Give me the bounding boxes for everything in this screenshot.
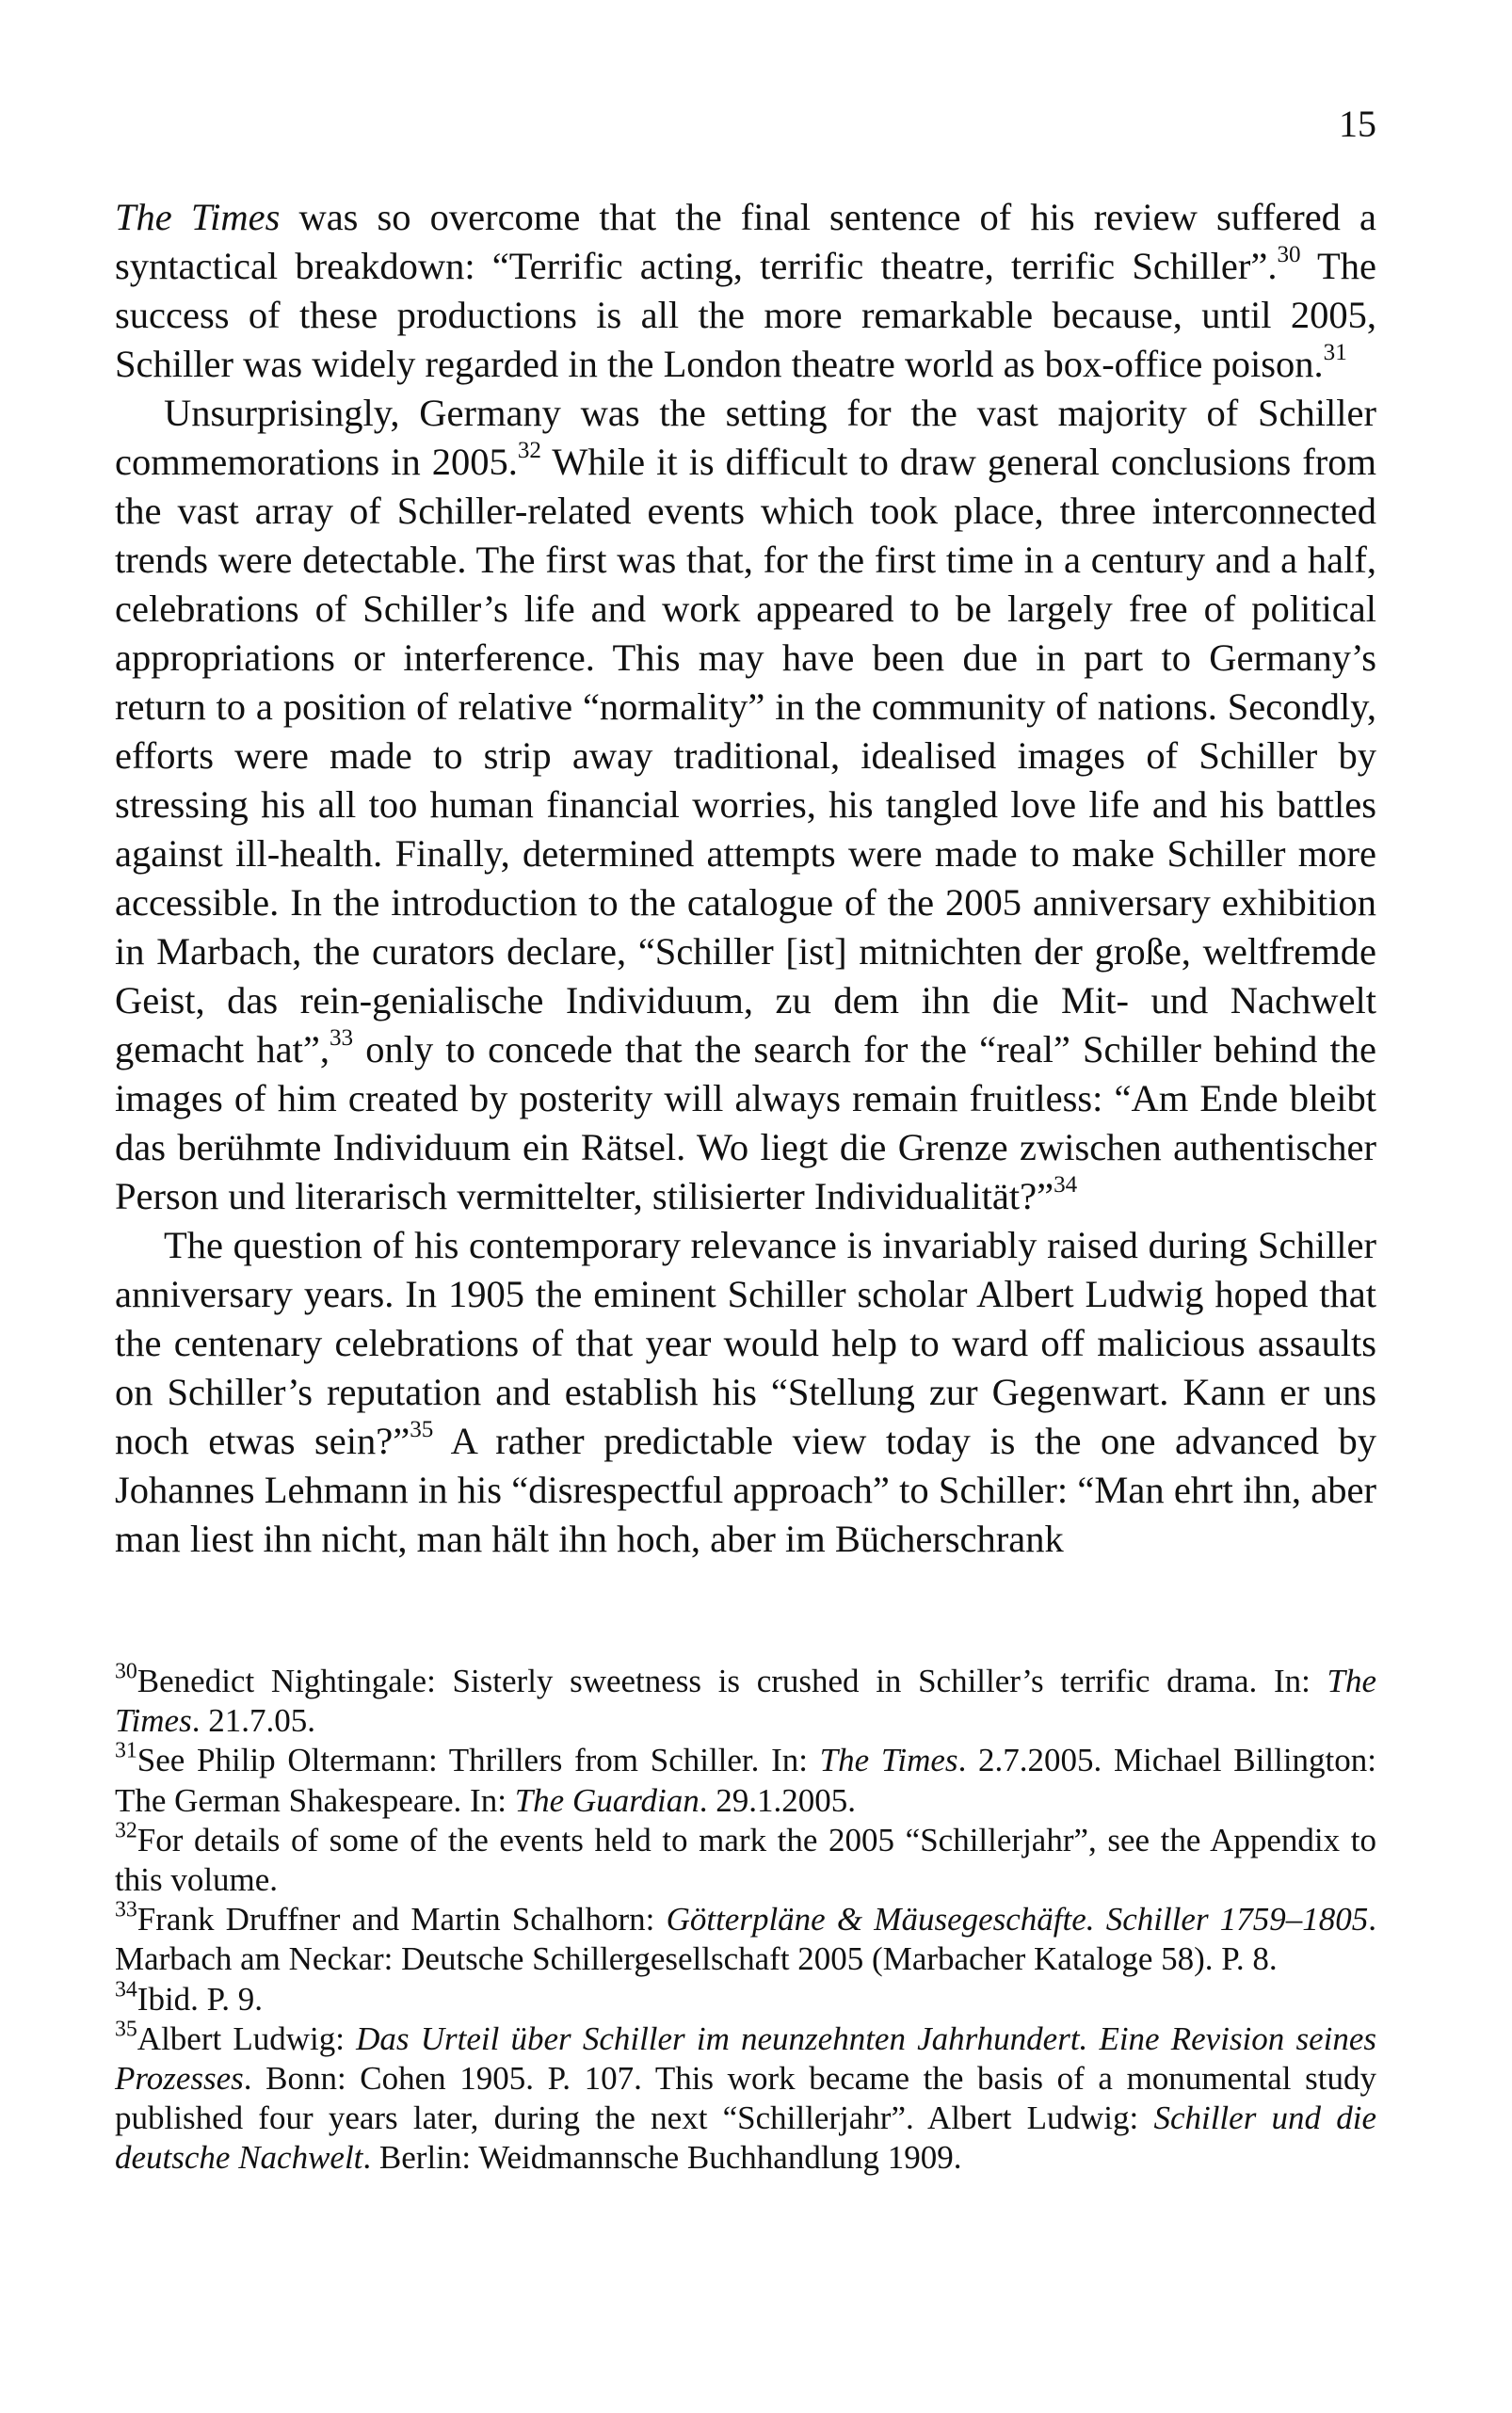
italic-text: The Times — [115, 1663, 1376, 1740]
text-run: Unsurprisingly, Germany was the setting for the vast majority of Schiller commemorations in 2005. — [115, 392, 1376, 483]
text-run: A rather predictable view today is the one advanced by Johannes Lehmann in his “disrespectful approach” to Schiller: “Man ehrt ihn, aber man liest ihn nicht, man hält ihn hoch, aber im Bücherschrank — [115, 1420, 1376, 1560]
text-run: For details of some of the events held to mark the 2005 “Schillerjahr”, see the Appendix to this volume. — [115, 1821, 1376, 1899]
body-text — [115, 193, 1376, 1564]
footnote-ref: 34 — [115, 1976, 137, 2002]
footnote — [115, 1818, 1376, 1900]
footnote-ref: 33 — [115, 1897, 137, 1922]
text-run: . Berlin: Weidmannsche Buchhandlung 1909. — [362, 2139, 962, 2177]
footnote-ref: 33 — [329, 1024, 354, 1051]
italic-text: The Guardian — [514, 1781, 700, 1819]
text-run: Benedict Nightingale: Sisterly sweetness is crushed in Schiller’s terrific drama. In: — [137, 1663, 1327, 1699]
italic-text: The Times — [115, 196, 281, 238]
footnote-ref: 35 — [410, 1416, 434, 1442]
footnote-ref: 30 — [1277, 241, 1301, 267]
paragraph — [115, 389, 1376, 1221]
text-run: Frank Druffner and Martin Schalhorn: — [137, 1901, 667, 1938]
footnote-ref: 34 — [1054, 1171, 1078, 1198]
text-run: was so overcome that the final sentence of his review suffered a syntactical breakdown: “Terrific acting, terrific theatre, terrific Schiller”. — [115, 196, 1376, 287]
text-run: The question of his contemporary relevance is invariably raised during Schiller anniversary years. In 1905 the eminent Schiller scholar Albert Ludwig hoped that the centenary celebrations of that year would help to ward off malicious assaults on Schiller’s reputation and establish his “Stellung zur Gegenwart. Kann er uns noch etwas sein?” — [115, 1224, 1376, 1462]
footnote — [115, 1738, 1376, 1820]
text-run: While it is difficult to draw general conclusions from the vast array of Schiller-related events which took place, three interconnected trends were detectable. The first was that, for the first time in a century and a half, celebrations of Schiller’s life and work appeared to be largely free of political appropriations or interference. This may have been due in part to Germany’s return to a position of relative “normality” in the community of nations. Secondly, efforts were made to strip away traditional, idealised images of Schiller by stressing his all too human financial worries, his tangled love life and his battles against ill-health. Finally, determined attempts were made to make Schiller more accessible. In the introduction to the catalogue of the 2005 anniversary exhibition in Marbach, the curators declare, “Schiller [ist] mitnichten der große, weltfremde Geist, das rein-genialische Individuum, zu dem ihn die Mit- und Nachwelt gemacht hat”, — [115, 441, 1376, 1070]
text-run: only to concede that the search for the “real” Schiller behind the images of him created by posterity will always remain fruitless: “Am Ende bleibt das berühmte Individuum ein Rätsel. Wo liegt die Grenze zwischen authentischer Person und literarisch vermittelter, stilisierter Individualität?” — [115, 1028, 1377, 1217]
footnote-ref: 32 — [517, 437, 541, 463]
paragraph — [115, 1221, 1376, 1564]
page-number: 15 — [1339, 103, 1376, 145]
text-run: . 2.7.2005. Michael Billington: The German Shakespeare. In: — [115, 1742, 1376, 1819]
footnote-ref: 35 — [115, 2017, 137, 2042]
footnote — [115, 1897, 1376, 1979]
text-run: . Marbach am Neckar: Deutsche Schillergesellschaft 2005 (Marbacher Kataloge 58). P. 8. — [115, 1901, 1376, 1978]
text-run: The success of these productions is all the more remarkable because, until 2005, Schiller was widely regarded in the London theatre world as box-office poison. — [115, 245, 1376, 385]
text-run: . 29.1.2005. — [699, 1781, 857, 1819]
footnote-ref: 30 — [115, 1659, 137, 1684]
italic-text: The Times — [819, 1742, 958, 1779]
text-run: See Philip Oltermann: Thrillers from Schiller. In: — [137, 1742, 820, 1779]
footnote — [115, 1659, 1376, 1741]
italic-text: Schiller und die deutsche Nachwelt — [115, 2099, 1376, 2177]
footnote-ref: 31 — [115, 1738, 137, 1763]
italic-text: Götterpläne & Mäusegeschäfte. Schiller 1759–1805 — [666, 1901, 1369, 1938]
italic-text: Das Urteil über Schiller im neunzehnten Jahrhundert. Eine Revision seines Prozesses — [115, 2019, 1376, 2098]
footnote-ref: 31 — [1323, 339, 1347, 365]
footnote-ref: 32 — [115, 1818, 137, 1843]
footnotes — [115, 1659, 1376, 2179]
footnote — [115, 2019, 1376, 2179]
footnote — [115, 1976, 1376, 2019]
text-run: Albert Ludwig: — [137, 2019, 357, 2057]
paragraph — [115, 193, 1376, 389]
text-run: Ibid. P. 9. — [137, 1980, 264, 2018]
text-run: . 21.7.05. — [191, 1702, 315, 1740]
text-run: . Bonn: Cohen 1905. P. 107. This work became the basis of a monumental study published four years later, during the next “Schillerjahr”. Albert Ludwig: — [115, 2060, 1376, 2137]
